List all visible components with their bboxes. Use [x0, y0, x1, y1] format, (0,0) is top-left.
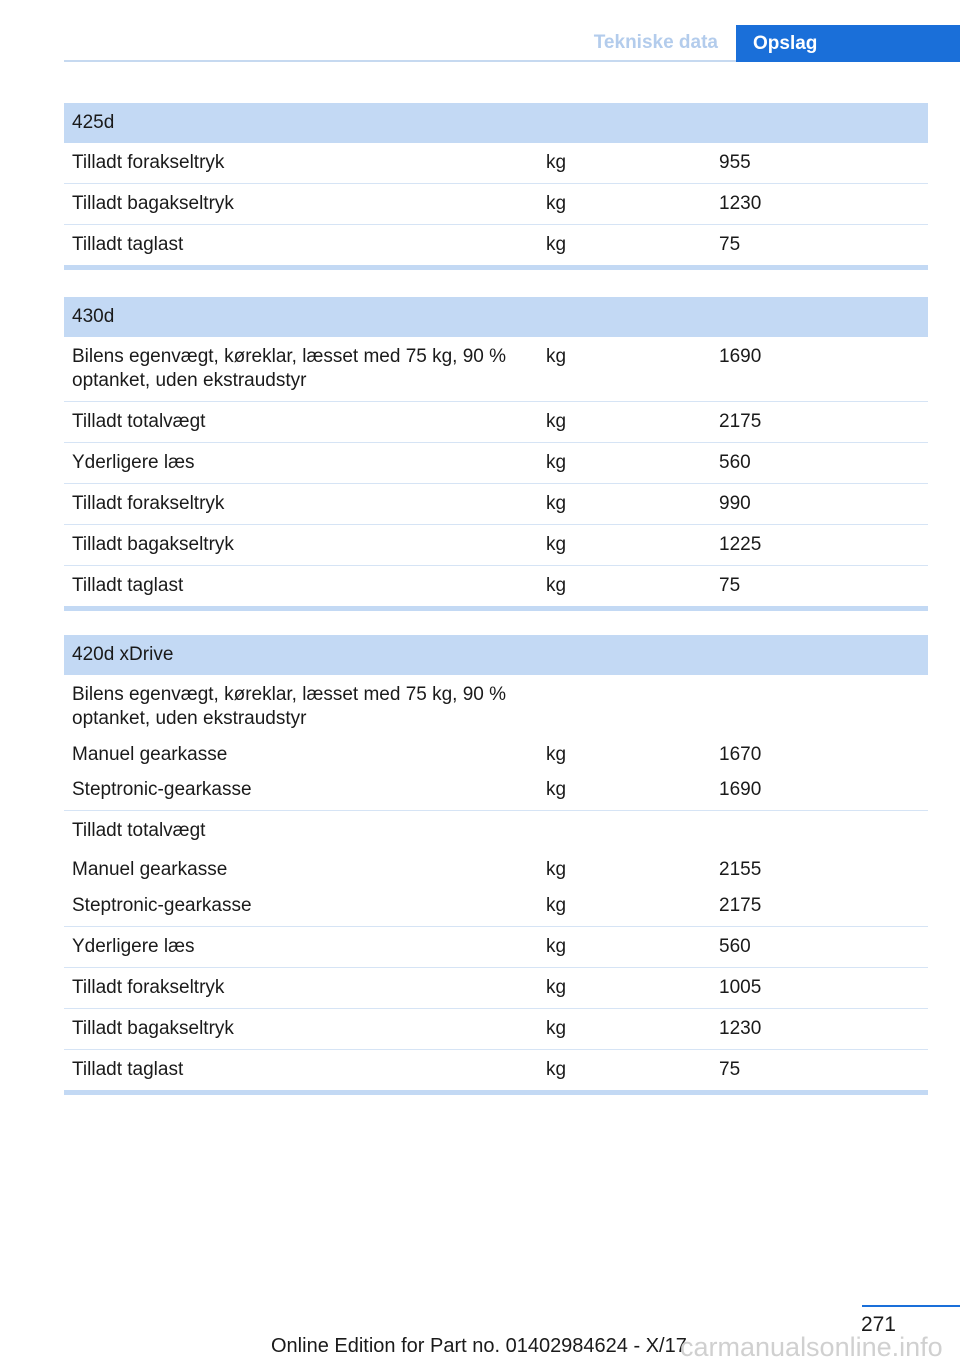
row-value: 2155 [719, 859, 762, 880]
table-row [64, 739, 928, 770]
edition-note: Online Edition for Part no. 01402984624 - X/17 [271, 1335, 687, 1357]
row-value: 1225 [719, 534, 762, 555]
row-unit: kg [546, 411, 567, 432]
row-value: 75 [719, 575, 741, 596]
row-unit: kg [546, 452, 567, 473]
table-row [64, 402, 928, 443]
spec-table-425d [64, 103, 928, 270]
row-unit: kg [546, 493, 567, 514]
row-label: Tilladt totalvægt [72, 411, 206, 432]
table-row [64, 225, 928, 265]
row-unit: kg [546, 346, 567, 367]
table-row [64, 443, 928, 484]
row-unit: kg [546, 895, 567, 916]
row-value: 990 [719, 493, 751, 514]
row-label: Tilladt forakseltryk [72, 977, 225, 998]
row-label: Yderligere læs [72, 452, 195, 473]
table-title: 420d xDrive [64, 635, 928, 675]
row-label: Tilladt taglast [72, 575, 184, 596]
table-row [64, 675, 928, 739]
row-unit: kg [546, 234, 567, 255]
table-row [64, 851, 928, 886]
row-label: Yderligere læs [72, 936, 195, 957]
row-label: Tilladt forakseltryk [72, 152, 225, 173]
row-value: 75 [719, 1059, 741, 1080]
table-row [64, 566, 928, 606]
row-value: 560 [719, 936, 751, 957]
header-tab-opslag[interactable]: Opslag [736, 25, 960, 62]
table-row [64, 968, 928, 1009]
row-unit: kg [546, 1018, 567, 1039]
table-row [64, 1050, 928, 1090]
row-unit [538, 811, 711, 851]
row-value: 2175 [719, 895, 762, 916]
row-unit: kg [546, 744, 567, 765]
row-unit: kg [546, 1059, 567, 1080]
row-label: Tilladt forakseltryk [72, 493, 225, 514]
row-value: 1230 [719, 193, 762, 214]
spec-table-420d-xdrive [64, 635, 928, 1095]
table-row [64, 184, 928, 225]
row-unit: kg [546, 977, 567, 998]
watermark-text[interactable]: carmanualsonline.info [680, 1332, 943, 1362]
header-section-label[interactable]: Tekniske data [593, 32, 718, 53]
table-row [64, 337, 928, 402]
row-unit: kg [546, 859, 567, 880]
row-unit: kg [546, 193, 567, 214]
row-label: Tilladt bagakseltryk [72, 534, 234, 555]
row-label: Bilens egenvægt, køreklar, læsset med 75 kg, 90 % optanket, uden ekstraudstyr [72, 684, 507, 729]
table-row [64, 484, 928, 525]
table-footer-rule [64, 265, 928, 270]
row-unit: kg [546, 779, 567, 800]
row-value: 1670 [719, 744, 762, 765]
row-unit: kg [546, 575, 567, 596]
row-label: Tilladt taglast [72, 1059, 184, 1080]
row-label: Steptronic-gearkasse [72, 895, 252, 916]
table-row [64, 927, 928, 968]
table-row [64, 525, 928, 566]
row-unit: kg [546, 152, 567, 173]
row-label: Tilladt bagakseltryk [72, 193, 234, 214]
row-unit: kg [546, 534, 567, 555]
row-value: 1690 [719, 779, 762, 800]
table-row [64, 143, 928, 184]
table-row [64, 886, 928, 927]
row-value: 1690 [719, 346, 762, 367]
row-label: Bilens egenvægt, køreklar, læsset med 75 kg, 90 % optanket, uden ekstraudstyr [72, 346, 507, 391]
row-unit [538, 675, 711, 739]
table-row [64, 811, 928, 851]
row-value: 1230 [719, 1018, 762, 1039]
row-value [711, 811, 928, 851]
row-value: 560 [719, 452, 751, 473]
page-number-rule [862, 1305, 960, 1307]
page-number: 271 [860, 1313, 896, 1336]
row-label: Tilladt totalvægt [72, 820, 206, 841]
row-label: Steptronic-gearkasse [72, 779, 252, 800]
row-value: 1005 [719, 977, 762, 998]
row-value: 75 [719, 234, 741, 255]
table-row [64, 770, 928, 811]
table-title: 430d [64, 297, 928, 337]
row-value [711, 675, 928, 739]
table-footer-rule [64, 1090, 928, 1095]
row-value: 955 [719, 152, 751, 173]
row-value: 2175 [719, 411, 762, 432]
row-unit: kg [546, 936, 567, 957]
row-label: Manuel gearkasse [72, 744, 228, 765]
spec-table-430d [64, 297, 928, 611]
row-label: Manuel gearkasse [72, 859, 228, 880]
row-label: Tilladt bagakseltryk [72, 1018, 234, 1039]
table-title: 425d [64, 103, 928, 143]
row-label: Tilladt taglast [72, 234, 184, 255]
table-row [64, 1009, 928, 1050]
table-footer-rule [64, 606, 928, 611]
